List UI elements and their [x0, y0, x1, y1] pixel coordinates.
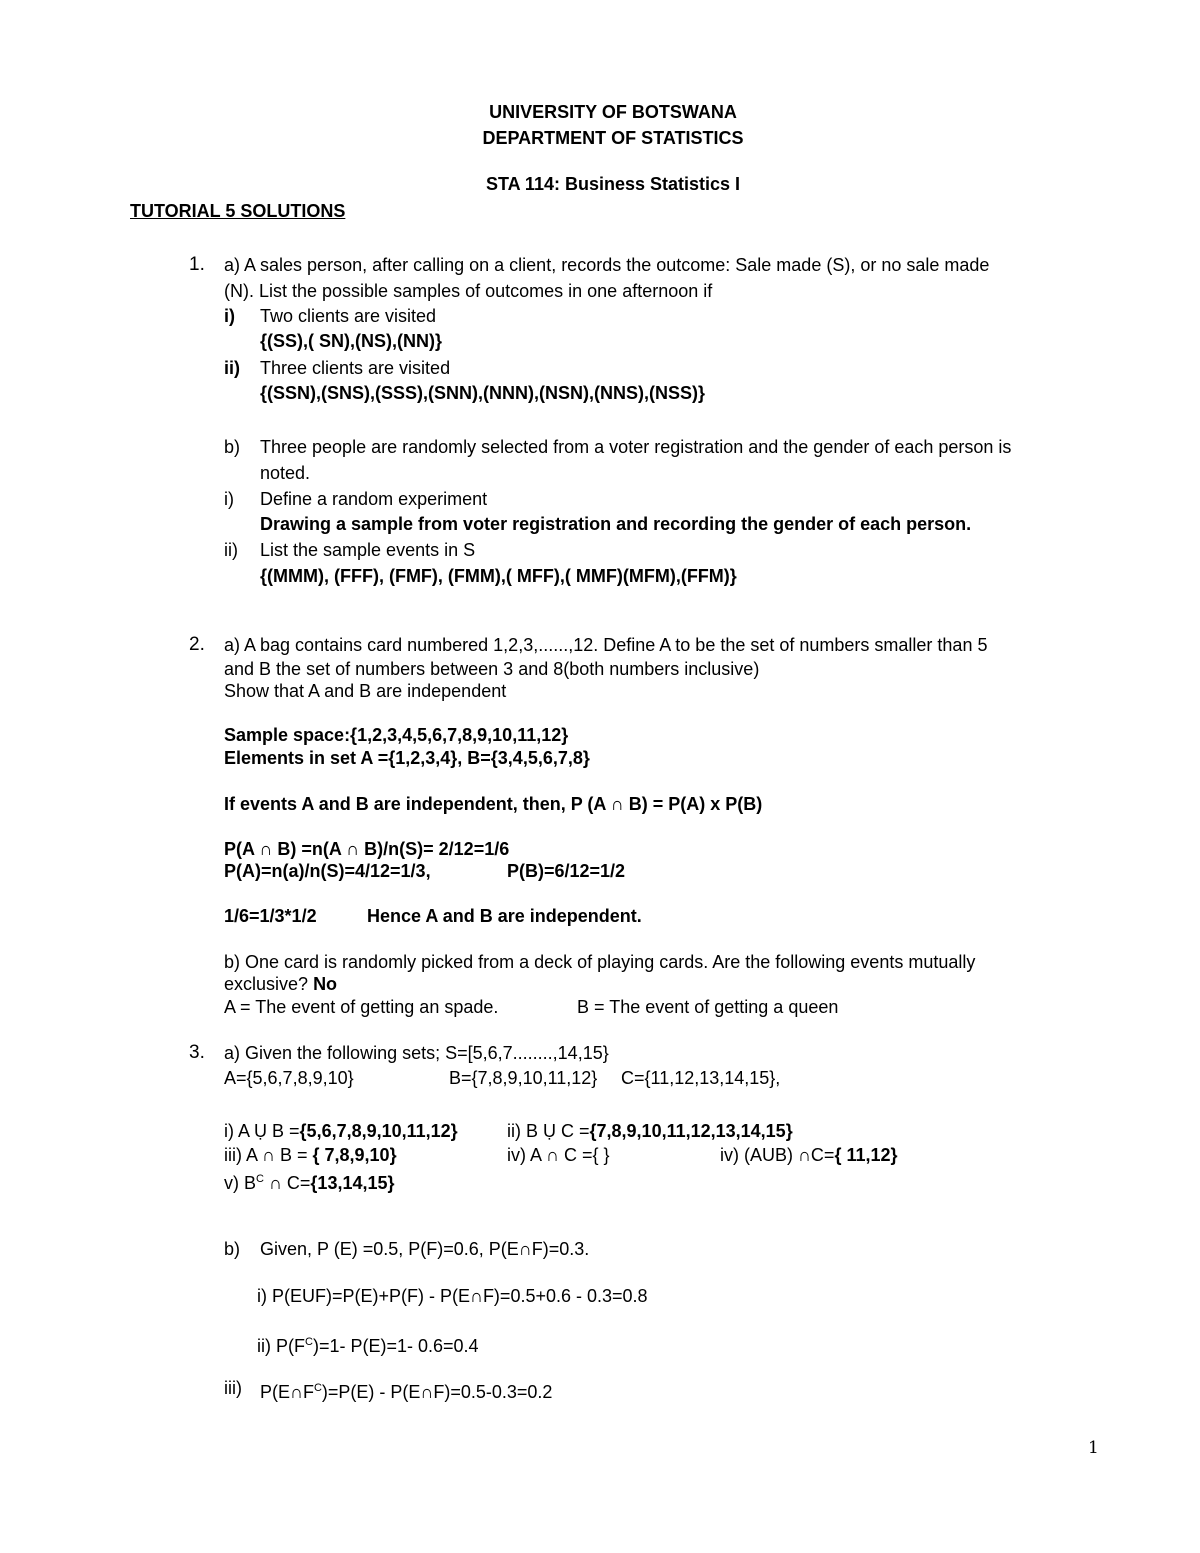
q2-check: 1/6=1/3*1/2 — [224, 906, 317, 926]
q3-b-ii-suffix: )=1- P(E)=1- 0.6=0.4 — [312, 1336, 479, 1356]
q2-p-a: P(A)=n(a)/n(S)=4/12=1/3, — [224, 861, 431, 881]
q3-set-c: C={11,12,13,14,15}, — [621, 1068, 781, 1088]
q1-b-text: Three people are randomly selected from a voter registration and the gender of each person is — [260, 437, 1012, 457]
q3-b-iii-complement: C — [313, 1382, 322, 1394]
question-1-number: 1. — [189, 254, 205, 275]
q2-event-a: A = The event of getting an spade. — [224, 997, 499, 1017]
q2-b-text-cont — [224, 973, 337, 995]
q1-b-ii-answer: {(MMM), (FFF), (FMF), (FMM),( MFF),( MMF)(MFM),(FFM)} — [260, 566, 737, 586]
q1-b-i-label: i) — [224, 489, 234, 509]
q2-a-text-show: Show that A and B are independent — [224, 681, 507, 701]
question-3-number: 3. — [189, 1042, 205, 1063]
q1-b-i-text: Define a random experiment — [260, 489, 488, 509]
q2-b-question: exclusive? — [224, 974, 309, 994]
q3-b-iii — [260, 1377, 552, 1403]
q1-ii-label: ii) — [224, 358, 240, 378]
q3-a-ii — [507, 1120, 793, 1142]
q3-a-v-complement: C — [256, 1173, 264, 1185]
q1-b-ii-label: ii) — [224, 540, 238, 560]
q3-set-a: A={5,6,7,8,9,10} — [224, 1068, 354, 1088]
q3-a-iii-answer: { 7,8,9,10} — [312, 1145, 397, 1165]
q2-b-answer: No — [313, 974, 338, 994]
q2-p-a-and-b: P(A ∩ B) =n(A ∩ B)/n(S)= 2/12=1/6 — [224, 839, 510, 859]
q2-a-text-cont: and B the set of numbers between 3 and 8(both numbers inclusive) — [224, 659, 760, 679]
q3-a-iii — [224, 1144, 397, 1166]
q3-a-text: a) Given the following sets; S=[5,6,7........,14,15} — [224, 1043, 609, 1063]
q1-b-text-cont: noted. — [260, 463, 311, 483]
q1-i-text: Two clients are visited — [260, 306, 437, 326]
q3-a-iv-second — [720, 1144, 898, 1166]
q2-p-b: P(B)=6/12=1/2 — [507, 861, 626, 881]
q1-i-label: i) — [224, 306, 235, 326]
q2-elements: Elements in set A ={1,2,3,4}, B={3,4,5,6,7,8} — [224, 748, 590, 768]
q3-a-i-answer: {5,6,7,8,9,10,11,12} — [299, 1121, 458, 1141]
q3-b-i: i) P(EUF)=P(E)+P(F) - P(E∩F)=0.5+0.6 - 0.3=0.8 — [257, 1286, 648, 1306]
q3-b-ii-prefix: ii) P(F — [257, 1336, 305, 1356]
q2-a-text: a) A bag contains card numbered 1,2,3,......,12. Define A to be the set of numbers smaller than 5 — [224, 635, 988, 655]
q1-ii-text: Three clients are visited — [260, 358, 451, 378]
q3-b-text: Given, P (E) =0.5, P(F)=0.6, P(E∩F)=0.3. — [260, 1239, 590, 1259]
q3-a-v-answer: {13,14,15} — [310, 1173, 395, 1193]
q2-independence-rule: If events A and B are independent, then, P (A ∩ B) = P(A) x P(B) — [224, 794, 763, 814]
q3-a-v — [224, 1168, 395, 1194]
q2-conclusion: Hence A and B are independent. — [367, 906, 642, 926]
page-number: 1 — [1088, 1438, 1099, 1458]
q1-a-text-cont: (N). List the possible samples of outcomes in one afternoon if — [224, 281, 713, 301]
question-2-number: 2. — [189, 634, 205, 655]
q3-a-iii-question: iii) A ∩ B = — [224, 1145, 308, 1165]
q3-a-iv2-question: iv) (AUB) ∩C= — [720, 1145, 835, 1165]
q3-a-v-suffix: ∩ C= — [263, 1173, 311, 1193]
q3-b-iii-prefix: P(E∩F — [260, 1382, 314, 1402]
q3-b-ii-complement: C — [305, 1336, 313, 1348]
q3-a-i-question: i) A Ụ B = — [224, 1121, 300, 1141]
q1-b-label: b) — [224, 437, 241, 457]
department-name: DEPARTMENT OF STATISTICS — [482, 128, 744, 148]
q3-a-iv2-answer: { 11,12} — [834, 1145, 898, 1165]
q3-a-iv-question: iv) A ∩ C = — [507, 1145, 593, 1165]
q1-ii-answer: {(SSN),(SNS),(SSS),(SNN),(NNN),(NSN),(NNS),(NSS)} — [260, 383, 705, 403]
q1-a-text: a) A sales person, after calling on a client, records the outcome: Sale made (S), or no sale made — [224, 255, 990, 275]
university-name: UNIVERSITY OF BOTSWANA — [489, 102, 737, 122]
q3-a-iv-answer: { } — [592, 1145, 610, 1165]
q3-a-ii-question: ii) B Ụ C = — [507, 1121, 590, 1141]
q1-i-answer: {(SS),( SN),(NS),(NN)} — [260, 331, 442, 351]
page-title: TUTORIAL 5 SOLUTIONS — [130, 201, 346, 221]
q3-b-label: b) — [224, 1239, 241, 1259]
q3-a-iv — [507, 1144, 610, 1166]
q3-b-iii-suffix: )=P(E) - P(E∩F)=0.5-0.3=0.2 — [321, 1382, 553, 1402]
q3-a-ii-answer: {7,8,9,10,11,12,13,14,15} — [589, 1121, 793, 1141]
q3-a-i — [224, 1120, 458, 1142]
q3-b-iii-label: iii) — [224, 1378, 242, 1398]
q3-set-b: B={7,8,9,10,11,12} — [449, 1068, 598, 1088]
q1-b-ii-text: List the sample events in S — [260, 540, 476, 560]
q2-b-text: b) One card is randomly picked from a deck of playing cards. Are the following events mutually — [224, 952, 976, 972]
q2-event-b: B = The event of getting a queen — [577, 997, 839, 1017]
q2-sample-space: Sample space:{1,2,3,4,5,6,7,8,9,10,11,12} — [224, 725, 569, 745]
q3-b-ii — [257, 1331, 479, 1357]
q3-a-v-prefix: v) B — [224, 1173, 257, 1193]
course-title: STA 114: Business Statistics I — [485, 174, 741, 194]
q1-b-i-answer: Drawing a sample from voter registration and recording the gender of each person. — [260, 514, 972, 534]
